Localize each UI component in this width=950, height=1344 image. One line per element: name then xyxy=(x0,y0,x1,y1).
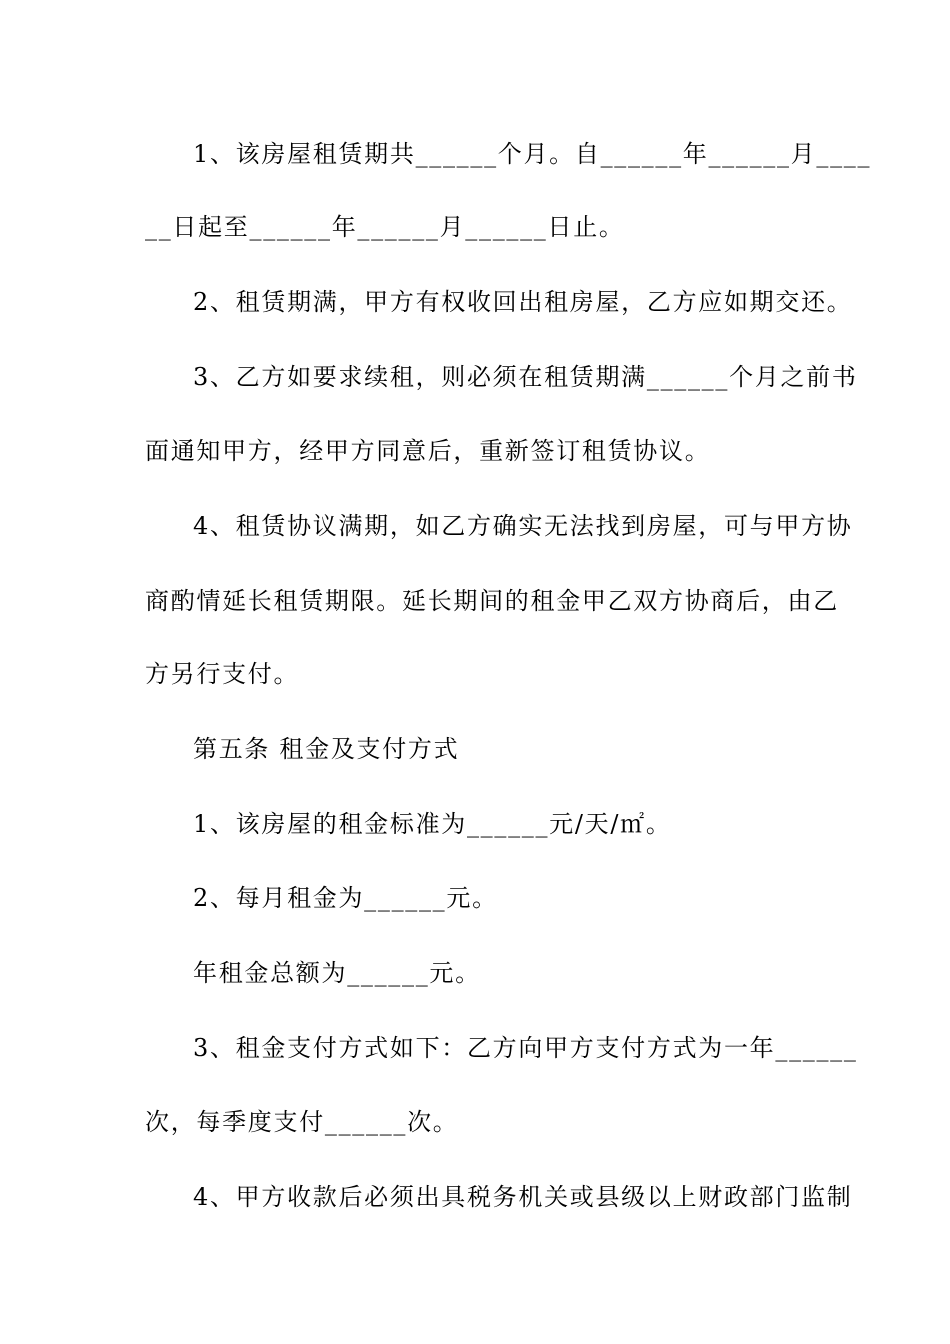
paragraph-rent-standard: 1、该房屋的租金标准为______元/天/㎡。 xyxy=(193,810,672,838)
paragraph-renewal-line-1: 3、乙方如要求续租，则必须在租赁期满______个月之前书 xyxy=(193,363,858,391)
paragraph-renewal-line-2: 面通知甲方，经甲方同意后，重新签订租赁协议。 xyxy=(145,437,711,465)
paragraph-lease-term-line-1: 1、该房屋租赁期共______个月。自______年______月____ xyxy=(193,140,872,168)
section-heading-article-5: 第五条 租金及支付方式 xyxy=(193,735,460,763)
paragraph-annual-rent: 年租金总额为______元。 xyxy=(193,959,481,987)
paragraph-lease-expiry: 2、租赁期满，甲方有权收回出租房屋，乙方应如期交还。 xyxy=(193,288,853,316)
paragraph-extension-line-3: 方另行支付。 xyxy=(145,660,300,688)
paragraph-receipt: 4、甲方收款后必须出具税务机关或县级以上财政部门监制 xyxy=(193,1183,853,1211)
paragraph-payment-method-line-2: 次，每季度支付______次。 xyxy=(145,1108,459,1136)
paragraph-extension-line-2: 商酌情延长租赁期限。延长期间的租金甲乙双方协商后，由乙 xyxy=(145,587,839,615)
paragraph-monthly-rent: 2、每月租金为______元。 xyxy=(193,884,498,912)
paragraph-payment-method-line-1: 3、租金支付方式如下：乙方向甲方支付方式为一年______ xyxy=(193,1034,858,1062)
paragraph-lease-term-line-2: __日起至______年______月______日止。 xyxy=(145,213,625,241)
paragraph-extension-line-1: 4、租赁协议满期，如乙方确实无法找到房屋，可与甲方协 xyxy=(193,512,853,540)
